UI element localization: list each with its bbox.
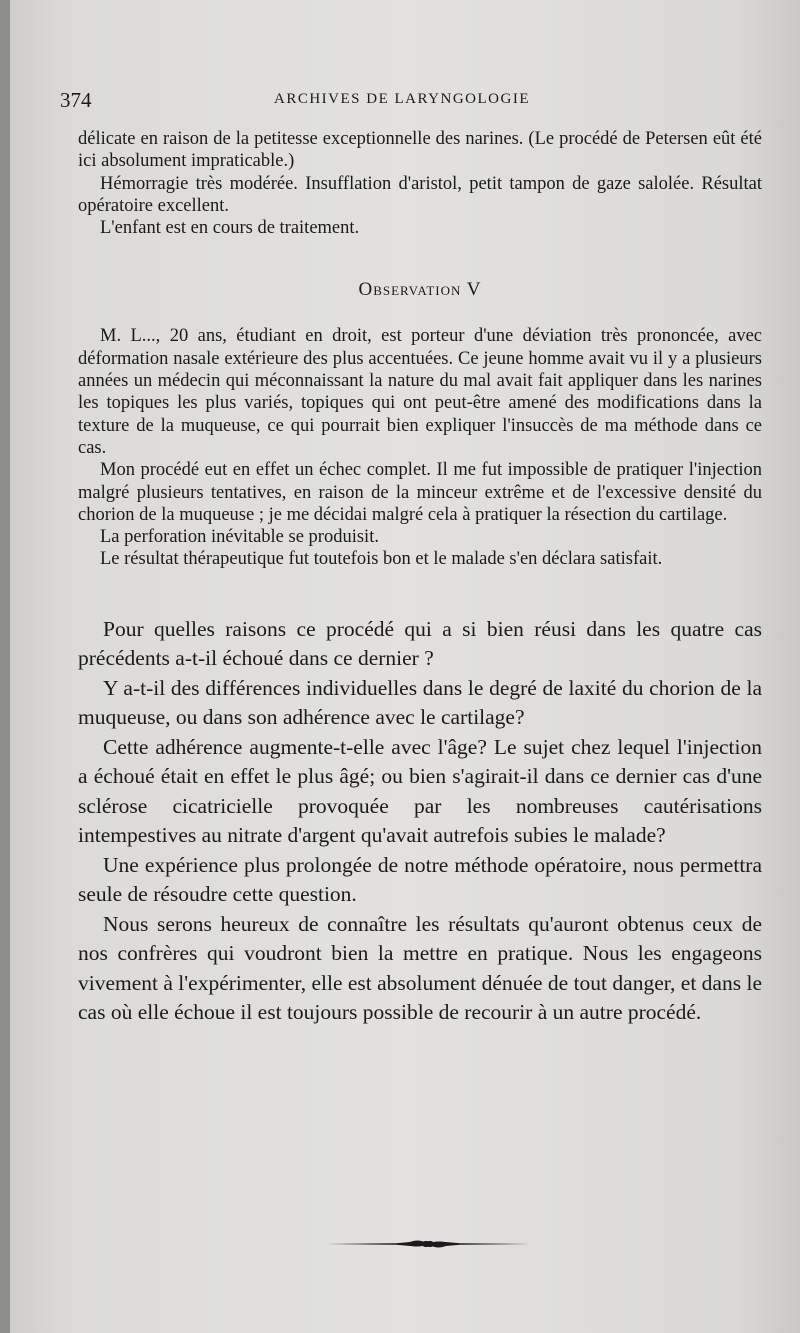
page-content [78,128,762,1028]
book-page [10,0,800,1333]
observation-heading [78,279,762,301]
paragraph: Mon procédé eut en effet un échec complet. Il me fut impossible de pratiquer l'injection malgré plusieurs tentatives, en raison de la minceur extrême et de l'excessive densité du chorion de la muqueuse ; je me décidai malgré cela à pratiquer la résection du cartilage. [78,460,762,525]
paragraph: Nous serons heureux de connaître les résultats qu'auront obtenus ceux de nos confrères qui voudront bien la mettre en pratique. Nous les engageons vivement à l'expérimenter, elle est absolument dénuée de tout danger, et dans le cas où elle échoue il est toujours possible de recourir à un autre procédé. [78,911,762,1025]
tailpiece-ornament-icon [326,1236,530,1252]
paragraph: La perforation inévitable se produisit. [100,527,379,548]
page-number: 374 [60,88,92,112]
paragraph: L'enfant est en cours de traitement. [100,218,360,239]
paragraph: Le résultat thérapeutique fut toutefois bon et le malade s'en déclara satisfait. [100,549,663,570]
paragraph: Cette adhérence augmente-t-elle avec l'âge? Le sujet chez lequel l'injection a échoué était en effet le plus âgé; ou bien s'agirait-il dans ce dernier cas d'une sclérose cicatricielle provoquée par les nombreuses cautérisations intempestives au nitrate d'argent qu'avait autrefois subies le malade? [78,734,762,848]
paragraph: M. L..., 20 ans, étudiant en droit, est porteur d'une déviation très prononcée, avec déformation nasale extérieure des plus accentuées. Ce jeune homme avait vu il y a plusieurs années un médecin qui méconnaissant la nature du mal avait fait appliquer dans les narines les topiques les plus variés, topiques qui ont peut-être amené des modifications dans la texture de la muqueuse, ce qui pourrait bien expliquer l'insuccès de ma méthode dans ce cas. [78,326,762,458]
paragraph: Pour quelles raisons ce procédé qui a si bien réusi dans les quatre cas précédents a-t-il échoué dans ce dernier ? [78,616,762,671]
paragraph: Une expérience plus prolongée de notre méthode opératoire, nous permettra seule de résoudre cette question. [78,852,762,907]
paragraph: Hémorragie très modérée. Insufflation d'aristol, petit tampon de gaze salolée. Résultat opératoire excellent. [78,173,762,216]
conclusion-body [78,615,762,1028]
case-continuation [78,128,762,239]
observation-heading-text: Observation V [358,279,482,301]
paragraph: délicate en raison de la petitesse exceptionnelle des narines. (Le procédé de Petersen eût été ici absolument impraticable.) [78,129,762,172]
observation-body [78,325,762,570]
paragraph: Y a-t-il des différences individuelles dans le degré de laxité du chorion de la muqueuse, ou dans son adhérence avec le cartilage? [78,675,762,730]
page-header [60,88,760,118]
running-title: ARCHIVES DE LARYNGOLOGIE [274,91,530,107]
